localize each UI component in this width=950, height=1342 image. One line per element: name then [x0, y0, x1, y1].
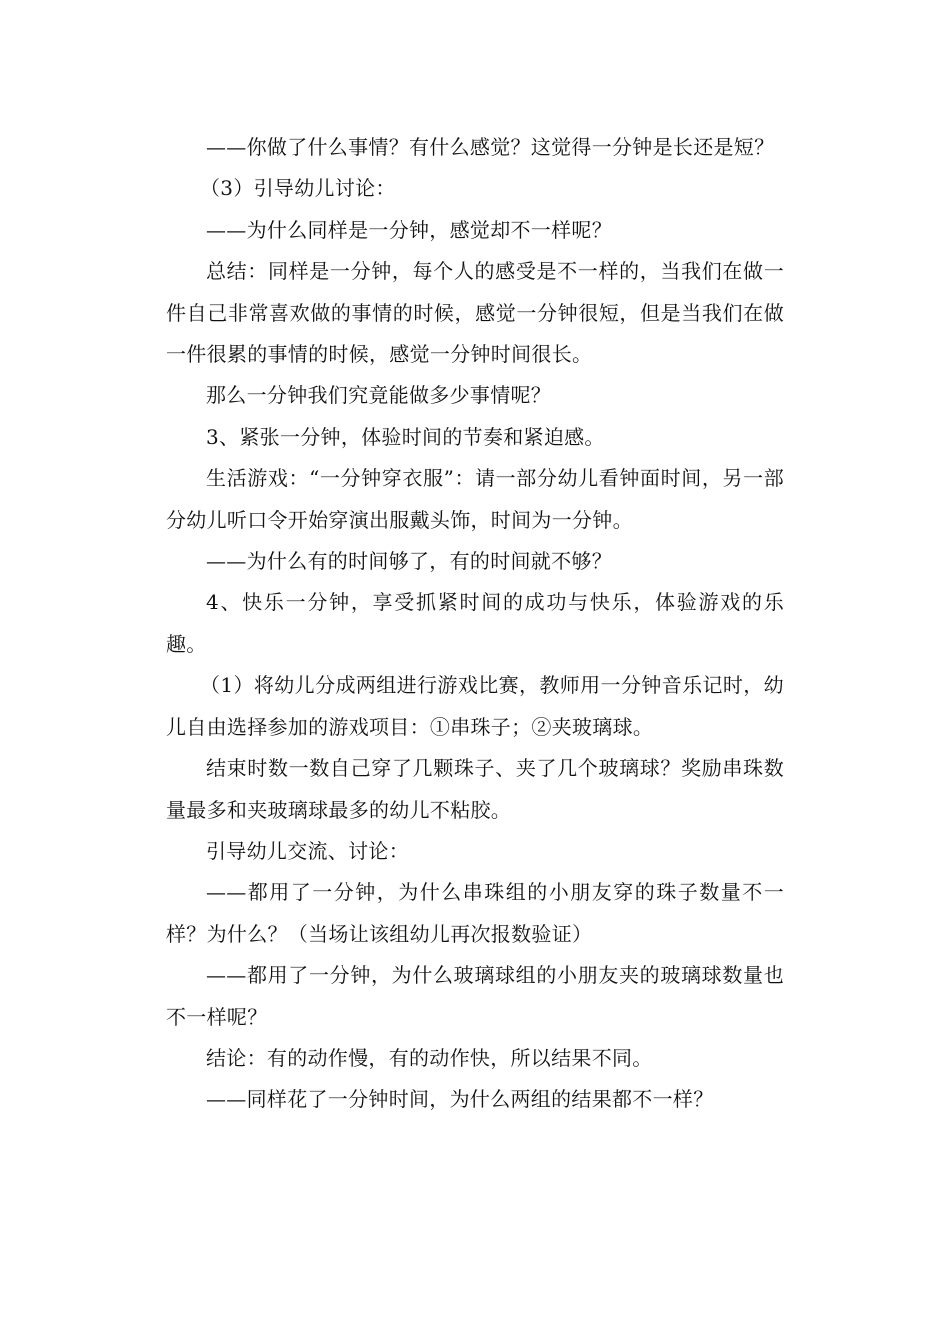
paragraph: 引导幼儿交流、讨论：: [206, 838, 409, 863]
paragraph: 结论：有的动作慢，有的动作快，所以结果不同。: [206, 1045, 653, 1070]
paragraph: ——为什么有的时间够了，有的时间就不够？: [206, 549, 612, 574]
paragraph: ——你做了什么事情？有什么感觉？这觉得一分钟是长还是短？: [206, 135, 775, 159]
paragraph: 那么一分钟我们究竟能做多少事情呢？: [206, 383, 552, 408]
section-heading: 3、紧张一分钟，体验时间的节奏和紧迫感。: [206, 424, 605, 449]
paragraph: 结束时数一数自己穿了几颗珠子、夹了几个玻璃球？奖励串珠数量最多和夹玻璃球最多的幼儿不粘胶。: [166, 756, 784, 822]
paragraph: ——都用了一分钟，为什么玻璃球组的小朋友夹的玻璃球数量也不一样呢？: [166, 963, 784, 1029]
paragraph: （1）将幼儿分成两组进行游戏比赛，教师用一分钟音乐记时，幼儿自由选择参加的游戏项目：①串珠子；②夹玻璃球。: [166, 673, 784, 739]
paragraph: 生活游戏：“一分钟穿衣服”：请一部分幼儿看钟面时间，另一部分幼儿听口令开始穿演出服戴头饰，时间为一分钟。: [166, 466, 784, 532]
paragraph: ——同样花了一分钟时间，为什么两组的结果都不一样？: [206, 1087, 714, 1112]
paragraph: ——都用了一分钟，为什么串珠组的小朋友穿的珠子数量不一样？为什么？（当场让该组幼儿再次报数验证）: [166, 880, 784, 946]
paragraph: ——为什么同样是一分钟，感觉却不一样呢？: [206, 217, 612, 242]
document-body: [166, 127, 784, 1121]
paragraph: （3）引导幼儿讨论：: [200, 176, 396, 201]
paragraph: 总结：同样是一分钟，每个人的感受是不一样的，当我们在做一件自己非常喜欢做的事情的时候，感觉一分钟很短，但是当我们在做一件很累的事情的时候，感觉一分钟时间很长。: [166, 259, 784, 367]
section-heading: 4、快乐一分钟，享受抓紧时间的成功与快乐，体验游戏的乐趣。: [166, 590, 784, 656]
